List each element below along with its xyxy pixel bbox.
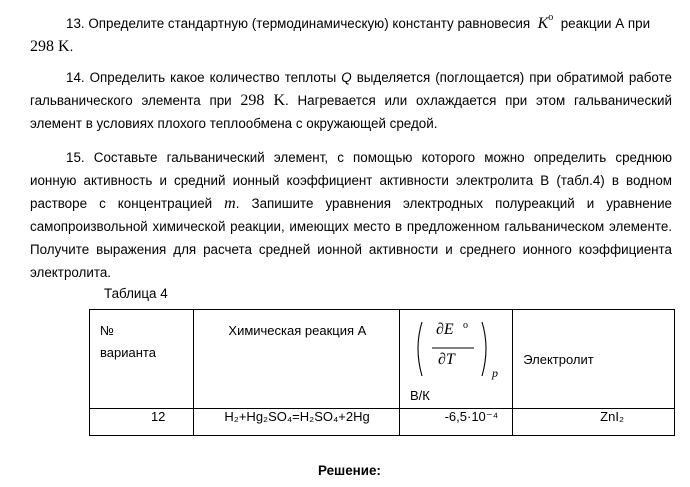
header-reaction — [194, 310, 400, 409]
problem-13-temperature: 298 K — [30, 38, 70, 55]
header-electrolyte — [513, 310, 675, 409]
derivative-unit: В/К — [409, 388, 430, 403]
symbol-m: m — [224, 195, 236, 212]
cell-derivative-value: -6,5·10⁻⁴ — [399, 409, 512, 436]
derivative-subscript: p — [491, 366, 498, 380]
problem-14 — [30, 66, 672, 135]
table-header-row — [90, 310, 675, 409]
header-electrolyte-label: Электролит — [523, 351, 594, 367]
problem-13-number: 13. — [66, 16, 85, 31]
problem-15-text-after: . Запишите уравнения электродных полуреакций и уравнение самопроизвольной химической реакции, имеющих место в предложенном гальваническом элементе. Получите выражения для расчета средней ионной активности и среднего ионного коэффициента электролита. — [30, 196, 672, 280]
solution-label: Решение: — [318, 463, 381, 478]
cell-electrolyte: ZnI₂ — [513, 409, 675, 436]
problem-15 — [30, 146, 672, 284]
header-variant — [90, 310, 194, 409]
problem-14-number: 14. — [66, 70, 85, 85]
data-table — [89, 309, 675, 436]
derivative-numerator: ∂E — [435, 321, 454, 338]
table-caption: Таблица 4 — [104, 286, 168, 301]
derivative-denominator: ∂T — [437, 351, 455, 368]
problem-13-end: . — [69, 39, 74, 54]
problem-14-text-before: Определить какое количество теплоты — [89, 70, 337, 85]
problem-15-number: 15. — [66, 150, 85, 165]
symbol-Q: Q — [341, 70, 352, 85]
problem-13 — [30, 6, 672, 58]
problem-13-text-after: реакции А при — [560, 16, 651, 31]
symbol-K: K — [537, 15, 549, 32]
cell-reaction: H₂+Hg₂SO₄=H₂SO₄+2Hg — [194, 409, 400, 436]
problem-13-text-before: Определите стандартную (термодинамическую) константу равновесия — [88, 16, 531, 31]
header-reaction-label: Химическая реакция А — [228, 323, 367, 338]
problem-14-temperature: 298 K — [240, 92, 285, 109]
header-variant-line2: варианта — [100, 345, 156, 360]
derivative-formula — [412, 318, 502, 378]
problem-15-text-before: Составьте гальванический элемент, с помощью которого можно определить среднюю ионную активность и средний ионный коэффициент активности электролита В (табл.4) в водном растворе с концентрацией — [30, 150, 672, 211]
symbol-K-superscript: o — [548, 12, 554, 23]
header-variant-line1: № — [100, 323, 114, 338]
table-row — [90, 409, 675, 436]
problem-14-text-mid: выделяется (поглощается) при обратимой работе гальванического элемента при — [30, 70, 672, 108]
problem-14-text-after: . Нагревается или охлаждается при этом гальванический элемент в условиях плохого теплообмена с окружающей средой. — [30, 93, 672, 131]
derivative-numerator-sup: o — [462, 320, 468, 331]
cell-variant: 12 — [90, 409, 194, 436]
header-derivative — [399, 310, 512, 409]
